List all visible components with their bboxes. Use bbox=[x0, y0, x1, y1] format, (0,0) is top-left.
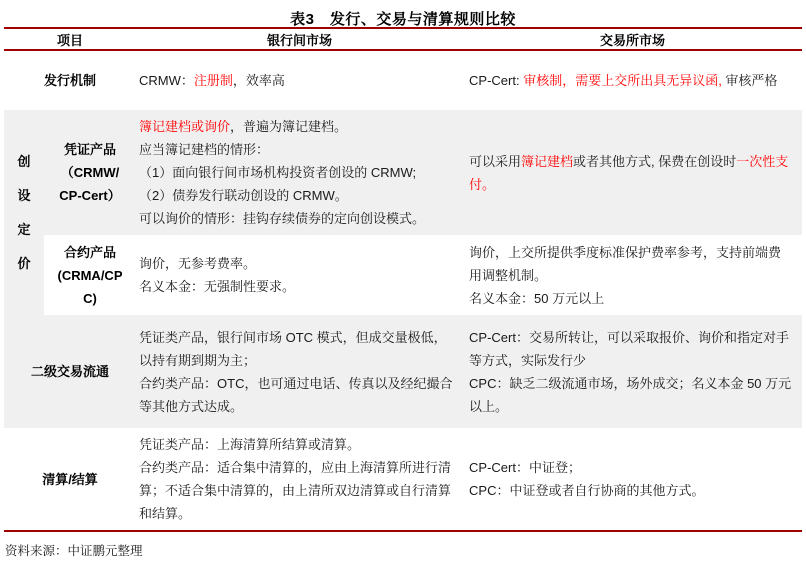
header-col-item: 项目 bbox=[4, 28, 136, 50]
cell-paragraph bbox=[139, 252, 455, 275]
label-line: 定 bbox=[17, 221, 31, 237]
cell-issuance-exchange bbox=[463, 50, 802, 110]
label-line: 价 bbox=[17, 255, 31, 271]
cell-paragraph bbox=[469, 150, 793, 196]
cell-paragraph bbox=[139, 372, 455, 418]
label-line: 创 bbox=[17, 153, 31, 169]
cell-paragraph bbox=[139, 456, 455, 525]
cell-paragraph bbox=[139, 326, 455, 372]
label-line: 设 bbox=[17, 187, 31, 203]
cell-paragraph bbox=[139, 69, 455, 92]
text-segment: 名义本金：无强制性要求。 bbox=[139, 279, 296, 294]
source-note: 资料来源：中证鹏元整理 bbox=[5, 544, 143, 558]
cell-clearing-exchange bbox=[463, 428, 802, 531]
text-segment: 合约类产品：适合集中清算的，应由上海清算所进行清算；不适合集中清算的，由上清所双边清算或自行清算和结算。 bbox=[139, 460, 452, 521]
text-segment: ，效率高 bbox=[232, 73, 285, 88]
cell-contract-interbank bbox=[136, 235, 463, 315]
label-line: 合约产品 bbox=[64, 244, 117, 260]
cell-paragraph bbox=[139, 184, 455, 207]
text-segment: CPC：中证登或者自行协商的其他方式。 bbox=[469, 483, 705, 498]
cell-paragraph bbox=[139, 433, 455, 456]
cell-paragraph bbox=[139, 207, 455, 230]
row-certificate-product bbox=[4, 110, 802, 235]
cell-paragraph bbox=[469, 479, 793, 502]
highlight-red-text: 簿记建档或询价 bbox=[139, 119, 231, 134]
highlight-red-text: 簿记建档 bbox=[521, 153, 574, 169]
label-secondary-trading: 二级交易流通 bbox=[4, 315, 136, 428]
text-segment: 可以询价的情形：挂钩存续债券的定向创设模式。 bbox=[139, 211, 426, 226]
text-segment: 询价，无参考费率。 bbox=[139, 256, 257, 271]
cell-paragraph bbox=[469, 326, 793, 372]
text-segment: CP-Cert: bbox=[469, 73, 524, 88]
text-segment: 可以采用 bbox=[469, 153, 522, 169]
text-segment: 凭证类产品，银行间市场 OTC 模式，但成交量极低，以持有期到期为主； bbox=[139, 329, 447, 368]
highlight-red-text: 一次性支付。 bbox=[469, 153, 789, 192]
cell-secondary-exchange bbox=[463, 315, 802, 428]
label-issuance-mechanism: 发行机制 bbox=[44, 73, 97, 88]
text-segment: 合约类产品：OTC，也可通过电话、传真以及经纪撮合等其他方式达成。 bbox=[139, 375, 453, 414]
header-row bbox=[4, 28, 802, 50]
label-line: CP-Cert） bbox=[59, 188, 121, 203]
cell-certificate-interbank bbox=[136, 110, 463, 235]
cell-paragraph bbox=[139, 138, 455, 161]
label-contract-product bbox=[44, 235, 136, 315]
cell-clearing-interbank bbox=[136, 428, 463, 531]
text-segment: 询价，上交所提供季度标准保护费率参考，支持前端费用调整机制。 bbox=[469, 244, 782, 283]
row-issuance-mechanism bbox=[4, 50, 802, 110]
cell-paragraph bbox=[469, 69, 793, 92]
cell-paragraph bbox=[139, 115, 455, 138]
text-segment: （2）债券发行联动创设的 CRMW。 bbox=[139, 188, 348, 203]
text-segment: 或者其他方式, 保费在创设时 bbox=[573, 153, 737, 169]
group-label-creation-pricing bbox=[4, 110, 44, 315]
text-segment: 审核严格 bbox=[721, 73, 778, 88]
cell-paragraph bbox=[139, 275, 455, 298]
highlight-red-text: 注册制 bbox=[193, 73, 233, 88]
text-segment: 应当簿记建档的情形： bbox=[139, 142, 270, 157]
text-segment: CRMW： bbox=[139, 73, 194, 88]
row-contract-product bbox=[4, 235, 802, 315]
label-certificate-product bbox=[44, 110, 136, 235]
text-segment: 凭证类产品：上海清算所结算或清算。 bbox=[139, 437, 361, 452]
highlight-red-text: 审核制，需要上交所出具无异议函, bbox=[523, 73, 722, 88]
row-secondary-trading bbox=[4, 315, 802, 428]
cell-certificate-exchange bbox=[463, 110, 802, 235]
label-clearing-settlement: 清算/结算 bbox=[42, 471, 98, 487]
cell-issuance-interbank bbox=[136, 50, 463, 110]
text-segment: CP-Cert：中证登； bbox=[469, 460, 581, 475]
label-line: （CRMW/ bbox=[60, 165, 120, 180]
text-segment: CP-Cert：交易所转让，可以采取报价、询价和指定对手等方式，实际发行少 bbox=[469, 329, 789, 368]
header-col-interbank: 银行间市场 bbox=[136, 28, 463, 50]
cell-contract-exchange bbox=[463, 235, 802, 315]
label-line: C) bbox=[83, 290, 97, 306]
cell-paragraph bbox=[469, 372, 793, 418]
comparison-table bbox=[4, 27, 802, 532]
text-segment: （1）面向银行间市场机构投资者创设的 CRMW; bbox=[139, 165, 417, 180]
text-segment: 名义本金：50 万元以上 bbox=[469, 290, 605, 306]
table-title: 表3 发行、交易与清算规则比较 bbox=[290, 11, 516, 28]
cell-paragraph bbox=[139, 161, 455, 184]
cell-secondary-interbank bbox=[136, 315, 463, 428]
label-line: (CRMA/CP bbox=[57, 267, 123, 283]
text-segment: ，普遍为簿记建档。 bbox=[230, 119, 348, 134]
cell-paragraph bbox=[469, 287, 793, 310]
cell-paragraph bbox=[469, 241, 793, 287]
label-line: 凭证产品 bbox=[64, 142, 117, 157]
row-clearing-settlement bbox=[4, 428, 802, 531]
cell-paragraph bbox=[469, 456, 793, 479]
text-segment: CPC：缺乏二级流通市场，场外成交；名义本金 50 万元以上。 bbox=[469, 375, 792, 414]
header-col-exchange: 交易所市场 bbox=[463, 28, 802, 50]
